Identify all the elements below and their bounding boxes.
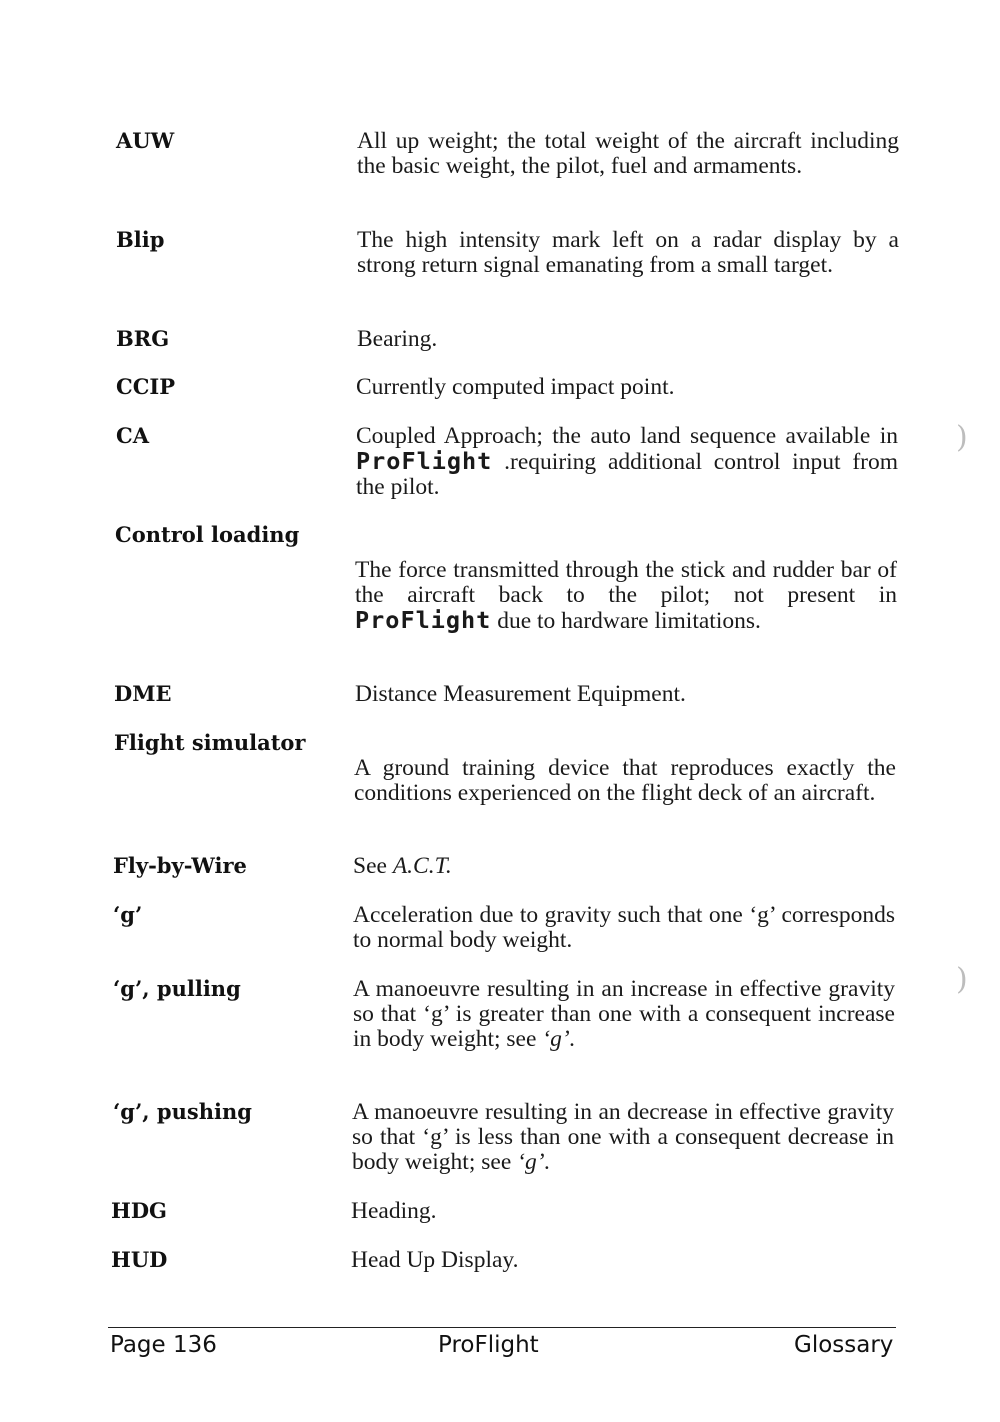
glossary-definition: Bearing. — [357, 326, 438, 352]
glossary-term: Control loading — [115, 522, 300, 547]
glossary-definition: Head Up Display. — [351, 1247, 519, 1273]
glossary-definition — [356, 424, 898, 500]
glossary-term: CCIP — [116, 374, 176, 399]
cross-reference: ‘g’. — [542, 1026, 576, 1052]
footer-divider — [108, 1327, 896, 1328]
glossary-term: ‘g’, pulling — [113, 976, 241, 1001]
glossary-definition: The high intensity mark left on a radar display by a strong return signal emanating from a small target. — [357, 227, 899, 278]
glossary-definition — [353, 977, 895, 1052]
footer-section: Glossary — [794, 1332, 894, 1358]
glossary-term: AUW — [116, 128, 175, 153]
glossary-definition — [352, 1100, 894, 1175]
cross-reference: A.C.T. — [392, 853, 452, 879]
product-name: ProFlight — [355, 606, 492, 634]
definition-text: The force transmitted through the stick and rudder bar of the aircraft back to the pilot; not present in — [355, 557, 897, 608]
glossary-term: ‘g’ — [113, 902, 143, 927]
page-number: Page 136 — [110, 1332, 217, 1358]
glossary-term: BRG — [116, 326, 170, 351]
glossary-definition: Currently computed impact point. — [356, 374, 675, 400]
footer-title: ProFlight — [438, 1332, 539, 1358]
glossary-definition: Acceleration due to gravity such that one ‘g’ corresponds to normal body weight. — [353, 902, 895, 953]
glossary-term: HUD — [111, 1247, 168, 1272]
glossary-definition: Heading. — [351, 1198, 437, 1224]
definition-text: due to hardware limitations. — [491, 608, 761, 634]
glossary-term: ‘g’, pushing — [113, 1099, 252, 1124]
margin-mark: ) — [956, 420, 968, 455]
definition-text: A manoeuvre resulting in an decrease in effective gravity so that ‘g’ is less than one with a consequent decrease in body weight; see — [352, 1099, 894, 1175]
glossary-term: Flight simulator — [114, 730, 306, 755]
definition-text: .requiring additional control input from the pilot. — [356, 449, 898, 500]
glossary-definition — [355, 558, 897, 634]
definition-text: See — [353, 853, 393, 879]
glossary-definition — [353, 854, 895, 879]
definition-text: Coupled Approach; the auto land sequence available in — [356, 423, 898, 449]
glossary-definition: Distance Measurement Equipment. — [355, 681, 686, 707]
glossary-definition: All up weight; the total weight of the aircraft including the basic weight, the pilot, fuel and armaments. — [357, 128, 899, 179]
product-name: ProFlight — [356, 447, 493, 475]
definition-text: A manoeuvre resulting in an increase in effective gravity so that ‘g’ is greater than one with a consequent increase in body weight; see — [353, 976, 895, 1052]
glossary-term: HDG — [111, 1198, 167, 1223]
cross-reference: ‘g’. — [517, 1149, 551, 1175]
glossary-term: DME — [114, 681, 172, 706]
glossary-term: CA — [116, 423, 150, 448]
glossary-definition: A ground training device that reproduces exactly the conditions experienced on the flight deck of an aircraft. — [354, 755, 896, 806]
glossary-term: Fly-by-Wire — [113, 853, 247, 878]
margin-mark: ) — [956, 962, 968, 997]
glossary-term: Blip — [116, 227, 165, 252]
